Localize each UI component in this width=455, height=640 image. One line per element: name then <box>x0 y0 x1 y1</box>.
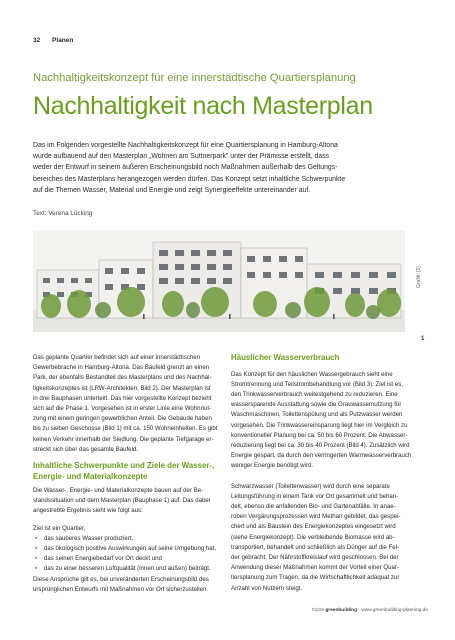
text-line: Das Konzept für den häuslichen Wassergebrauch sieht eine <box>231 370 393 378</box>
article-lead <box>33 140 428 196</box>
text-line: standssituation und dem Masterplan (Bauphase 1) auf. Das dabei <box>33 497 211 505</box>
subheading-line: Inhaltliche Schwerpunkte und Ziele der Wasser-, <box>33 461 215 471</box>
text-line: ursprünglichen Entwurfs mit Maßnahmen vor Ort sicherzustellen. <box>33 585 209 593</box>
text-line: angestrebte Ergebnis sieht wie folgt aus: <box>33 507 143 515</box>
text-line: den Trinkwasserverbrauch weitestgehend zu reduzieren. Eine <box>231 390 398 398</box>
text-line: tigkeitskonzeptes ist (LRW-Architekten, Bild 2). Der Masterplan ist <box>33 384 211 392</box>
text-line: Schwarzwasser (Toilettenwasser) wird durch eine separate <box>231 482 390 490</box>
article-title: Nachhaltigkeit nach Masterplan <box>33 92 373 120</box>
paragraph <box>33 353 221 455</box>
section-name: Planen <box>52 37 74 44</box>
building-rendering <box>33 230 405 332</box>
figure-number: 1 <box>421 336 425 342</box>
text-line: Anwendung dieser Maßnahmen kommt der Vorteil einer Quar- <box>231 564 399 572</box>
subheading <box>33 461 221 482</box>
text-line: transportiert, behandelt und schließlich als Dünger auf die Fel- <box>231 543 400 551</box>
text-line: Stromtrennung und Teilstrombehandlung vor (Bild 3). Ziel ist es, <box>231 380 403 388</box>
text-line: wassersparende Ausstattung sowie die Grauwassernutzung für <box>231 401 402 409</box>
list-item: ▪ das seinen Energiebedarf vor Ort deckt und <box>33 554 221 564</box>
text-line: chert und als Baustein des Energiekonzeptes eingesetzt wird <box>231 523 396 531</box>
text-line: Park, der ebenfalls Bestandteil des Masterplans und des Nachhal- <box>33 374 212 382</box>
text-line: Anzahl von Nutzern steigt. <box>231 584 303 592</box>
page-footer: 01|15 greenbuilding · www.greenbuilding-planning.de <box>312 608 428 613</box>
text-line: Leitungsführung in einem Tank vor Ort gesammelt und behan- <box>231 492 399 500</box>
list-item: ▪ das ökologisch positive Auswirkungen auf seine Umgebung hat, <box>33 544 221 554</box>
text-line: konventioneller Planung bei ca. 50 bis 60 Prozent. Die Abwasser- <box>231 431 408 439</box>
image-credit: Grafik: [1] <box>416 266 422 288</box>
text-line: in drei Bauphasen unterteilt. Das hier vorgestellte Konzept bezieht <box>33 394 212 402</box>
text-line: keinen Verkehr innerhalb der Siedlung. Die geplante Tiefgarage er- <box>33 435 214 443</box>
text-line: delt, ebenso die anfallenden Bio- und Gartenabfälle. In anae- <box>231 502 396 510</box>
paragraph <box>231 370 427 472</box>
issue-number: 01|15 <box>312 608 324 613</box>
left-column <box>33 353 221 595</box>
text-line: vorgesehen. Die Trinkwassereinsparung liegt hier im Vergleich zu <box>231 421 408 429</box>
list-item: ▪ das sauberes Wasser produziert, <box>33 534 221 544</box>
text-line: zung mit einem geringen gewerblichen Anteil. Die Gebäude haben <box>33 415 212 423</box>
paragraph <box>33 486 221 517</box>
text-line: Die Wasser-, Energie- und Materialkonzepte bauen auf der Be- <box>33 487 204 495</box>
subheading: Häuslicher Wasserverbrauch <box>231 353 340 362</box>
page-number: 32 <box>33 37 41 44</box>
author-credit: Text: Verena Lücking <box>33 210 93 217</box>
text-line: (siehe Energiekonzept). Die verbleibende Biomasse wird ab- <box>231 533 395 541</box>
right-column <box>231 353 427 594</box>
text-line: roben Vergärungsprozessen wird Methan gebildet, das gespei- <box>231 513 401 521</box>
goal-list <box>33 534 221 575</box>
magazine-brand: greenbuilding <box>325 608 358 613</box>
text-line: Waschmaschinen, Toilettenspülung und als Putzwasser werden <box>231 411 403 419</box>
lead-line: bereiches des Masterplans herangezogen werden dürfen. Das Konzept setzt inhaltliche Schwerpunkte <box>33 175 346 183</box>
paragraph <box>231 482 427 594</box>
text-line: der gebracht. Der Nährstoffkreislauf wird geschlossen. Bei der <box>231 553 399 561</box>
text-line: sich auf die Phase 1. Vorgesehen ist in erster Linie eine Wohnnut- <box>33 405 212 413</box>
text-line: streckt sich über das gesamte Baufeld. <box>33 445 139 453</box>
lead-line: wurde aufbauend auf den Masterplan „Wohnen am Suttnerpark" unter der Prämisse erstellt, dass <box>33 153 330 161</box>
text-line: bis zu sieben Geschosse (Bild 1) mit ca. 150 Wohneinheiten. Es gibt <box>33 425 218 433</box>
lead-line: auf die Themen Wasser, Material und Energie und zeigt Synergieeffekte untereinander auf. <box>33 186 311 194</box>
text-line: Das geplante Quartier befindet sich auf einer innerstädtischen <box>33 354 201 361</box>
paragraph <box>33 575 221 595</box>
lead-line: Das im Folgenden vorgestellte Nachhaltigkeitskonzept für eine Quartiersplanung in Hamburg-Altona <box>33 142 338 149</box>
text-line: tiersplanung zum Tragen, da die Wirtschaftlichkeit adäquat zur <box>231 574 400 582</box>
text-line: weniger Energie benötigt wird. <box>231 462 313 470</box>
article-kicker: Nachhaltigkeitskonzept für eine innerstädtische Quartiersplanung <box>33 72 356 84</box>
goal-intro: Ziel ist ein Quartier, <box>33 524 86 532</box>
lead-line: weder der Entwurf in seinem äußeren Erscheinungsbild noch Maßnahmen außerhalb des Geltungs- <box>33 164 338 172</box>
text-line: Diese Ansprüche gilt es, bei unveränderten Erscheinungsbild des <box>33 575 209 583</box>
website-url: www.greenbuilding-planning.de <box>361 608 428 613</box>
text-line: Gewerbebrache in Hamburg-Altona. Das Baufeld grenzt an einen <box>33 364 210 372</box>
list-item: ▪ das zu einer besseren Luftqualität (innen und außen) beiträgt. <box>33 564 221 574</box>
running-header <box>33 37 73 44</box>
text-line: reduzierung liegt bei ca. 30 bis 40 Prozent (Bild 4). Zusätzlich wird <box>231 441 410 449</box>
subheading-line: Energie- und Materialkonzepte <box>33 471 148 481</box>
text-line: Energie gespart, da durch den verringerten Warmwasserverbrauch <box>231 452 412 460</box>
